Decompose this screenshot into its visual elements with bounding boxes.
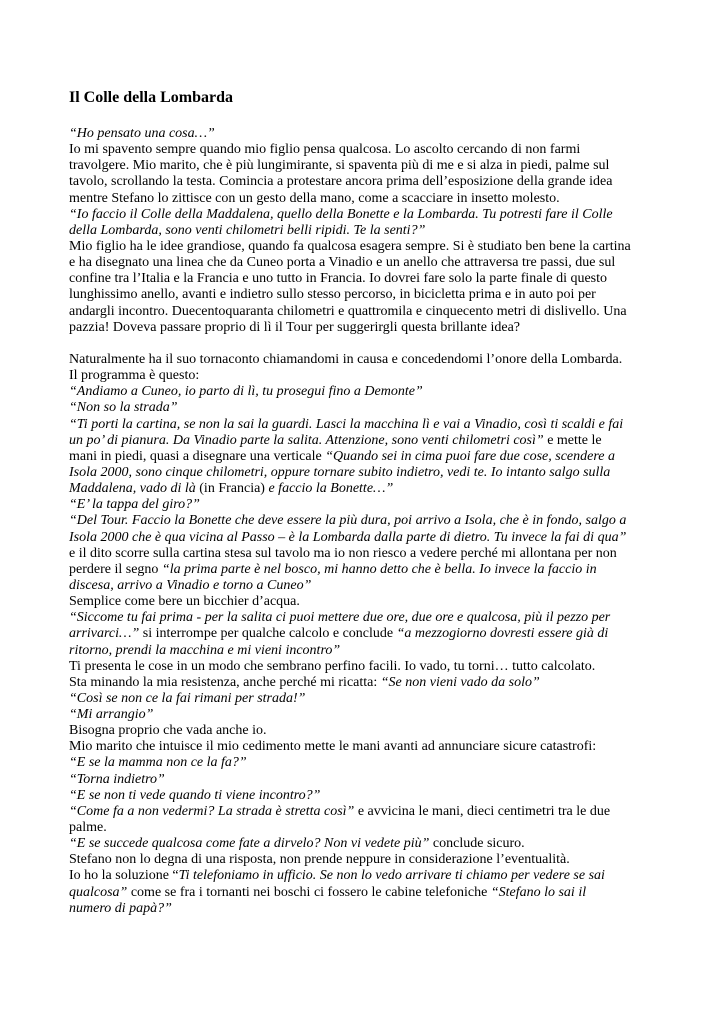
text-line bbox=[69, 901, 669, 917]
text-run: e avvicina le mani, dieci centimetri tra le due bbox=[354, 803, 611, 819]
text-line bbox=[69, 417, 669, 433]
italic-text-run: “Quando sei in cima puoi fare due cose, scendere a bbox=[325, 448, 615, 464]
italic-text-run: “a mezzogiorno dovresti essere già di bbox=[396, 626, 609, 642]
text-run: Semplice come bere un bicchier d’acqua. bbox=[69, 594, 300, 610]
text-run: Sta minando la mia resistenza, anche perché mi ricatta: bbox=[69, 674, 381, 690]
text-line bbox=[69, 578, 669, 594]
text-run: come se fra i tornanti nei boschi ci fossero le cabine telefoniche bbox=[127, 884, 491, 900]
text-line bbox=[69, 158, 669, 174]
italic-text-run: “E se la mamma non ce la fa?” bbox=[69, 755, 247, 771]
italic-text-run: “Non so la strada” bbox=[69, 400, 178, 416]
text-line bbox=[69, 513, 669, 529]
text-line bbox=[69, 142, 669, 158]
text-line bbox=[69, 836, 669, 852]
italic-text-run: della Lombarda, sono venti chilometri belli ripidi. Te la senti?” bbox=[69, 222, 426, 238]
text-line bbox=[69, 626, 669, 642]
italic-text-run: “Così se non ce la fai rimani per strada!” bbox=[69, 690, 306, 706]
italic-text-run: ritorno, prendi la macchina e mi vieni incontro” bbox=[69, 642, 341, 658]
text-run: lunghissimo anello, avanti e indietro sullo stesso percorso, in bicicletta prima e in auto poi per bbox=[69, 287, 596, 303]
text-line bbox=[69, 610, 669, 626]
text-line bbox=[69, 352, 669, 368]
text-run: Naturalmente ha il suo tornaconto chiamandomi in causa e concedendomi l’onore della Lombarda. bbox=[69, 351, 623, 367]
italic-text-run: discesa, arrivo a Vinadio e torno a Cuneo” bbox=[69, 577, 312, 593]
text-run: Io ho la soluzione “ bbox=[69, 868, 179, 884]
italic-text-run: “Stefano lo sai il bbox=[490, 884, 587, 900]
italic-text-run: qualcosa” bbox=[69, 884, 128, 900]
text-line bbox=[69, 772, 669, 788]
text-line bbox=[69, 643, 669, 659]
text-line bbox=[69, 691, 669, 707]
italic-text-run: Maddalena, vado di là bbox=[69, 481, 200, 497]
text-line bbox=[69, 675, 669, 691]
italic-text-run: Isola 2000, sono cinque chilometri, oppure tornare subito indietro, vedi te. Io intanto salgo sulla bbox=[69, 464, 611, 480]
text-line bbox=[69, 449, 669, 465]
text-line bbox=[69, 868, 669, 884]
text-run: Il programma è questo: bbox=[69, 368, 200, 384]
italic-text-run: numero di papà?” bbox=[69, 900, 172, 916]
italic-text-run: “E’ la tappa del giro?” bbox=[69, 497, 200, 513]
text-line bbox=[69, 530, 669, 546]
text-line bbox=[69, 255, 669, 271]
text-run: palme. bbox=[69, 820, 107, 836]
text-line bbox=[69, 497, 669, 513]
text-run: travolgere. Mio marito, che è più lungimirante, si spaventa più di me e si alza in piedi, palme sul bbox=[69, 158, 610, 174]
text-line bbox=[69, 804, 669, 820]
italic-text-run: “Ti porti la cartina, se non la sai la guardi. Lasci la macchina lì e vai a Vinadio, così ti scaldi e fai bbox=[69, 416, 624, 432]
italic-text-run: Isola 2000 che è qua vicina al Passo – è la Lombarda dalla parte di dietro. Tu invece la fai di qua” bbox=[69, 529, 627, 545]
italic-text-run: “la prima parte è nel bosco, mi hanno detto che è bella. Io invece la faccio in bbox=[161, 561, 597, 577]
italic-text-run: e faccio la Bonette…” bbox=[268, 481, 394, 497]
text-run: perdere il segno bbox=[69, 561, 162, 577]
text-run: (in Francia) bbox=[199, 481, 269, 497]
text-line bbox=[69, 755, 669, 771]
paragraph-break bbox=[69, 336, 669, 352]
text-line bbox=[69, 788, 669, 804]
text-line bbox=[69, 546, 669, 562]
italic-text-run: arrivarci…” bbox=[69, 626, 140, 642]
text-line bbox=[69, 271, 669, 287]
text-run: Io mi spavento sempre quando mio figlio pensa qualcosa. Lo ascolto cercando di non farmi bbox=[69, 142, 581, 158]
text-run: mani in piedi, quasi a disegnare una verticale bbox=[69, 448, 326, 464]
text-line bbox=[69, 562, 669, 578]
text-line bbox=[69, 707, 669, 723]
text-line bbox=[69, 885, 669, 901]
text-run: si interrompe per qualche calcolo e conclude bbox=[139, 626, 397, 642]
italic-text-run: “E se succede qualcosa come fate a dirvelo? Non vi vedete più” bbox=[69, 836, 430, 852]
text-line bbox=[69, 739, 669, 755]
text-run: tavolo, scrollando la testa. Comincia a protestare ancora prima dell’esposizione della grande idea bbox=[69, 174, 613, 190]
document-body bbox=[69, 126, 669, 917]
italic-text-run: “E se non ti vede quando ti viene incontro?” bbox=[69, 787, 321, 803]
text-line bbox=[69, 239, 669, 255]
text-run: e ha disegnato una linea che da Cuneo porta a Vinadio e un anello che attraversa tre passi, due sul bbox=[69, 255, 616, 271]
text-line bbox=[69, 723, 669, 739]
text-run: Ti presenta le cose in un modo che sembrano perfino facili. Io vado, tu torni… tutto calcolato. bbox=[69, 658, 596, 674]
text-run: Mio marito che intuisce il mio cedimento mette le mani avanti ad annunciare sicure catastrofi: bbox=[69, 739, 597, 755]
text-line bbox=[69, 126, 669, 142]
italic-text-run: “Andiamo a Cuneo, io parto di lì, tu prosegui fino a Demonte” bbox=[69, 384, 423, 400]
italic-text-run: un po’ di pianura. Da Vinadio parte la salita. Attenzione, sono venti chilometri così” bbox=[69, 432, 544, 448]
text-line bbox=[69, 384, 669, 400]
italic-text-run: “Io faccio il Colle della Maddalena, quello della Bonette e la Lombarda. Tu potresti fare il Colle bbox=[69, 206, 613, 222]
text-run: pazzia! Doveva passare proprio di lì il Tour per suggerirgli questa brillante idea? bbox=[69, 319, 521, 335]
text-line bbox=[69, 481, 669, 497]
text-line bbox=[69, 207, 669, 223]
text-line bbox=[69, 191, 669, 207]
text-run: e il dito scorre sulla cartina stesa sul tavolo ma io non riesco a vedere perché mi allontana per non bbox=[69, 545, 617, 561]
text-run: e mette le bbox=[543, 432, 602, 448]
text-line bbox=[69, 368, 669, 384]
text-run: Stefano non lo degna di una risposta, non prende neppure in considerazione l’eventualità. bbox=[69, 852, 570, 868]
italic-text-run: “Siccome tu fai prima - per la salita ci puoi mettere due ore, due ore e qualcosa, più il pezzo per bbox=[69, 610, 611, 626]
text-line bbox=[69, 287, 669, 303]
italic-text-run: Ti telefoniamo in ufficio. Se non lo vedo arrivare ti chiamo per vedere se sai bbox=[178, 868, 605, 884]
text-line bbox=[69, 433, 669, 449]
text-line bbox=[69, 400, 669, 416]
text-line bbox=[69, 594, 669, 610]
text-line bbox=[69, 304, 669, 320]
text-run: Mio figlio ha le idee grandiose, quando fa qualcosa esagera sempre. Si è studiato ben bene la cartina bbox=[69, 238, 631, 254]
text-run: mentre Stefano lo zittisce con un gesto della mano, come a scacciare in insetto molesto. bbox=[69, 190, 560, 206]
italic-text-run: “Ho pensato una cosa…” bbox=[69, 126, 215, 141]
text-run: andargli incontro. Duecentoquaranta chilometri e quattromila e cinquecento metri di dislivello. Una bbox=[69, 303, 627, 319]
italic-text-run: “Se non vieni vado da solo” bbox=[380, 674, 540, 690]
text-line bbox=[69, 852, 669, 868]
text-line bbox=[69, 223, 669, 239]
text-run: Bisogna proprio che vada anche io. bbox=[69, 723, 267, 739]
italic-text-run: “Del Tour. Faccio la Bonette che deve essere la più dura, poi arrivo a Isola, che è in fondo, salgo a bbox=[69, 513, 627, 529]
italic-text-run: “Torna indietro” bbox=[69, 771, 165, 787]
text-line bbox=[69, 174, 669, 190]
text-line bbox=[69, 465, 669, 481]
italic-text-run: “Come fa a non vedermi? La strada è stretta così” bbox=[69, 803, 355, 819]
italic-text-run: “Mi arrangio” bbox=[69, 707, 154, 723]
text-run: confine tra l’Italia e la Francia e uno tutto in Francia. Io dovrei fare solo la parte finale di questo bbox=[69, 271, 608, 287]
text-run: conclude sicuro. bbox=[429, 836, 525, 852]
text-line bbox=[69, 820, 669, 836]
text-line bbox=[69, 659, 669, 675]
text-line bbox=[69, 320, 669, 336]
document-title: Il Colle della Lombarda bbox=[69, 89, 234, 106]
